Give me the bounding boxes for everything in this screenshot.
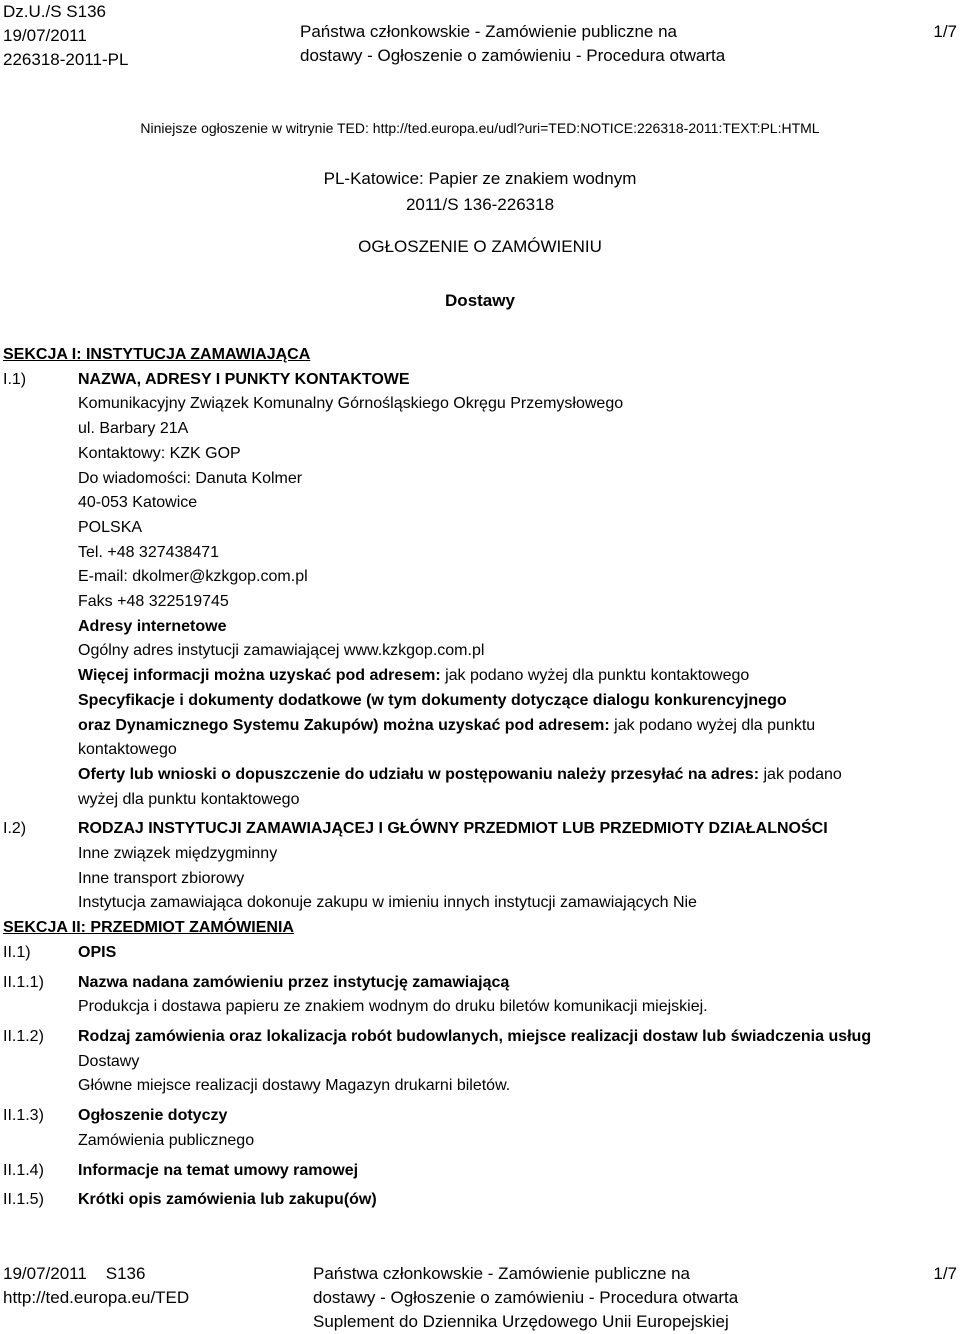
more-info: Więcej informacji można uzyskać pod adresem: jak podano wyżej dla punktu kontaktowego <box>78 667 750 685</box>
journal-ref: Dz.U./S S136 <box>3 2 106 21</box>
header-left <box>3 0 128 72</box>
spec-label-1: Specyfikacje i dokumenty dodatkowe (w tym dokumenty dotyczące dialogu konkurencyjnego <box>78 691 787 709</box>
contact: Kontaktowy: KZK GOP <box>78 444 241 462</box>
contract-type: Dostawy <box>445 291 515 310</box>
internet-heading: Adresy internetowe <box>78 617 227 635</box>
notice-body <box>0 343 960 1213</box>
general-address-link[interactable]: www.kzkgop.com.pl <box>343 642 485 660</box>
section-ii13: II.1.3) Ogłoszenie dotyczy Zamówienia publicznego <box>3 1107 255 1149</box>
section-ii14: II.1.4) Informacje na temat umowy ramowej <box>3 1161 359 1179</box>
tel: Tel. +48 327438471 <box>78 543 220 561</box>
footer-title: Państwa członkowskie - Zamówienie publiczne na dostawy - Ogłoszenie o zamówieniu - Procedura otwarta Suplement do Dziennika Urzędowego Unii Europejskiej <box>313 1264 739 1331</box>
email[interactable]: E-mail: dkolmer@kzkgop.com.pl <box>78 568 308 586</box>
section-ii15: II.1.5) Krótki opis zamówienia lub zakupu(ów) <box>3 1191 377 1209</box>
general-address: Ogólny adres instytucji zamawiającej www.kzkgop.com.pl <box>78 642 485 660</box>
section-2-title: SEKCJA II: PRZEDMIOT ZAMÓWIENIA <box>3 919 294 937</box>
header-title: Państwa członkowskie - Zamówienie publiczne na dostawy - Ogłoszenie o zamówieniu - Procedura otwarta <box>300 22 726 65</box>
country: POLSKA <box>78 518 143 536</box>
fax: Faks +48 322519745 <box>78 593 229 611</box>
offers-value-2: wyżej dla punktu kontaktowego <box>78 790 300 808</box>
ted-notice-line[interactable]: Niniejsze ogłoszenie w witrynie TED: http://ted.europa.eu/udl?uri=TED:NOTICE:226318-2011:TEXT:PL:HTML <box>140 120 820 136</box>
spec-value-2: kontaktowego <box>78 741 177 759</box>
spec-label-2: oraz Dynamicznego Systemu Zakupów) można uzyskać pod adresem: jak podano wyżej dla punktu <box>78 716 816 734</box>
notice-ref: 226318-2011-PL <box>3 50 129 69</box>
page-header <box>0 0 960 72</box>
offers-address: Oferty lub wnioski o dopuszczenie do udziału w postępowaniu należy przesyłać na adres: jak podano <box>78 765 842 783</box>
i1-heading: NAZWA, ADRESY I PUNKTY KONTAKTOWE <box>78 370 410 388</box>
page-footer <box>0 1262 960 1334</box>
postal: 40-053 Katowice <box>78 494 198 512</box>
section-1-title: SEKCJA I: INSTYTUCJA ZAMAWIAJĄCA <box>3 346 311 363</box>
section-ii11: II.1.1) Nazwa nadana zamówieniu przez instytucję zamawiającą Produkcja i dostawa papieru ze znakiem wodnym do druku biletów komunikacji miejskiej. <box>3 973 708 1016</box>
section-ii12: II.1.2) Rodzaj zamówienia oraz lokalizacja robót budowlanych, miejsce realizacji dostaw lub świadczenia usług Dostawy Główne miejsce realizacji dostawy Magazyn drukarni biletów. <box>3 1027 872 1095</box>
section-i2: I.2) RODZAJ INSTYTUCJI ZAMAWIAJĄCEJ I GŁÓWNY PRZEDMIOT LUB PRZEDMIOTY DZIAŁALNOŚCI Inne związek międzygminny Inne transport zbiorowy Instytucja zamawiająca dokonuje zakupu w imieniu innych instytucji zamawiających Nie <box>0 817 960 916</box>
header-page-number: 1/7 <box>933 22 957 41</box>
announcement-heading: OGŁOSZENIE O ZAMÓWIENIU <box>358 237 602 256</box>
section-i1: I.1) NAZWA, ADRESY I PUNKTY KONTAKTOWE Komunikacyjny Związek Komunalny Górnośląskiego Okręgu Przemysłowego ul. Barbary 21A Kontaktowy: KZK GOP Do wiadomości: Danuta Kolmer 40-053 Katowice POLSKA Tel. +48 327438471 E-mail: dkolmer@kzkgop.com.pl Faks +48 322519745 Adresy internetowe Ogólny adres instytucji zamawiającej www.kzkgop.com.pl Więcej informacji można uzyskać pod adresem: jak podano wyżej dla punktu kontaktowego Specyfikacje i dokumenty dodatkowe (w tym dokumenty dotyczące dialogu konkurencyjnego oraz Dynamicznego Systemu Zakupów) można uzyskać pod adresem: jak podano wyżej dla punktu kontaktowego Oferty lub wnioski o dopuszczenie do udziału w postępowaniu należy przesyłać na adres: jak podano wyżej dla punktu kontaktowego <box>0 368 960 813</box>
document-title: PL-Katowice: Papier ze znakiem wodnym 2011/S 136-226318 <box>323 169 637 214</box>
attention: Do wiadomości: Danuta Kolmer <box>78 469 303 487</box>
section-ii1: II.1) OPIS <box>3 943 117 961</box>
street: ul. Barbary 21A <box>78 420 189 438</box>
i2-heading: RODZAJ INSTYTUCJI ZAMAWIAJĄCEJ I GŁÓWNY PRZEDMIOT LUB PRZEDMIOTY DZIAŁALNOŚCI <box>78 820 828 838</box>
header-date: 19/07/2011 <box>3 26 87 45</box>
org-name: Komunikacyjny Związek Komunalny Górnośląskiego Okręgu Przemysłowego <box>78 395 624 413</box>
footer-left: 19/07/2011 S136 http://ted.europa.eu/TED <box>3 1262 189 1310</box>
footer-page-number: 1/7 <box>933 1264 957 1283</box>
footer-url[interactable]: http://ted.europa.eu/TED <box>3 1288 190 1307</box>
